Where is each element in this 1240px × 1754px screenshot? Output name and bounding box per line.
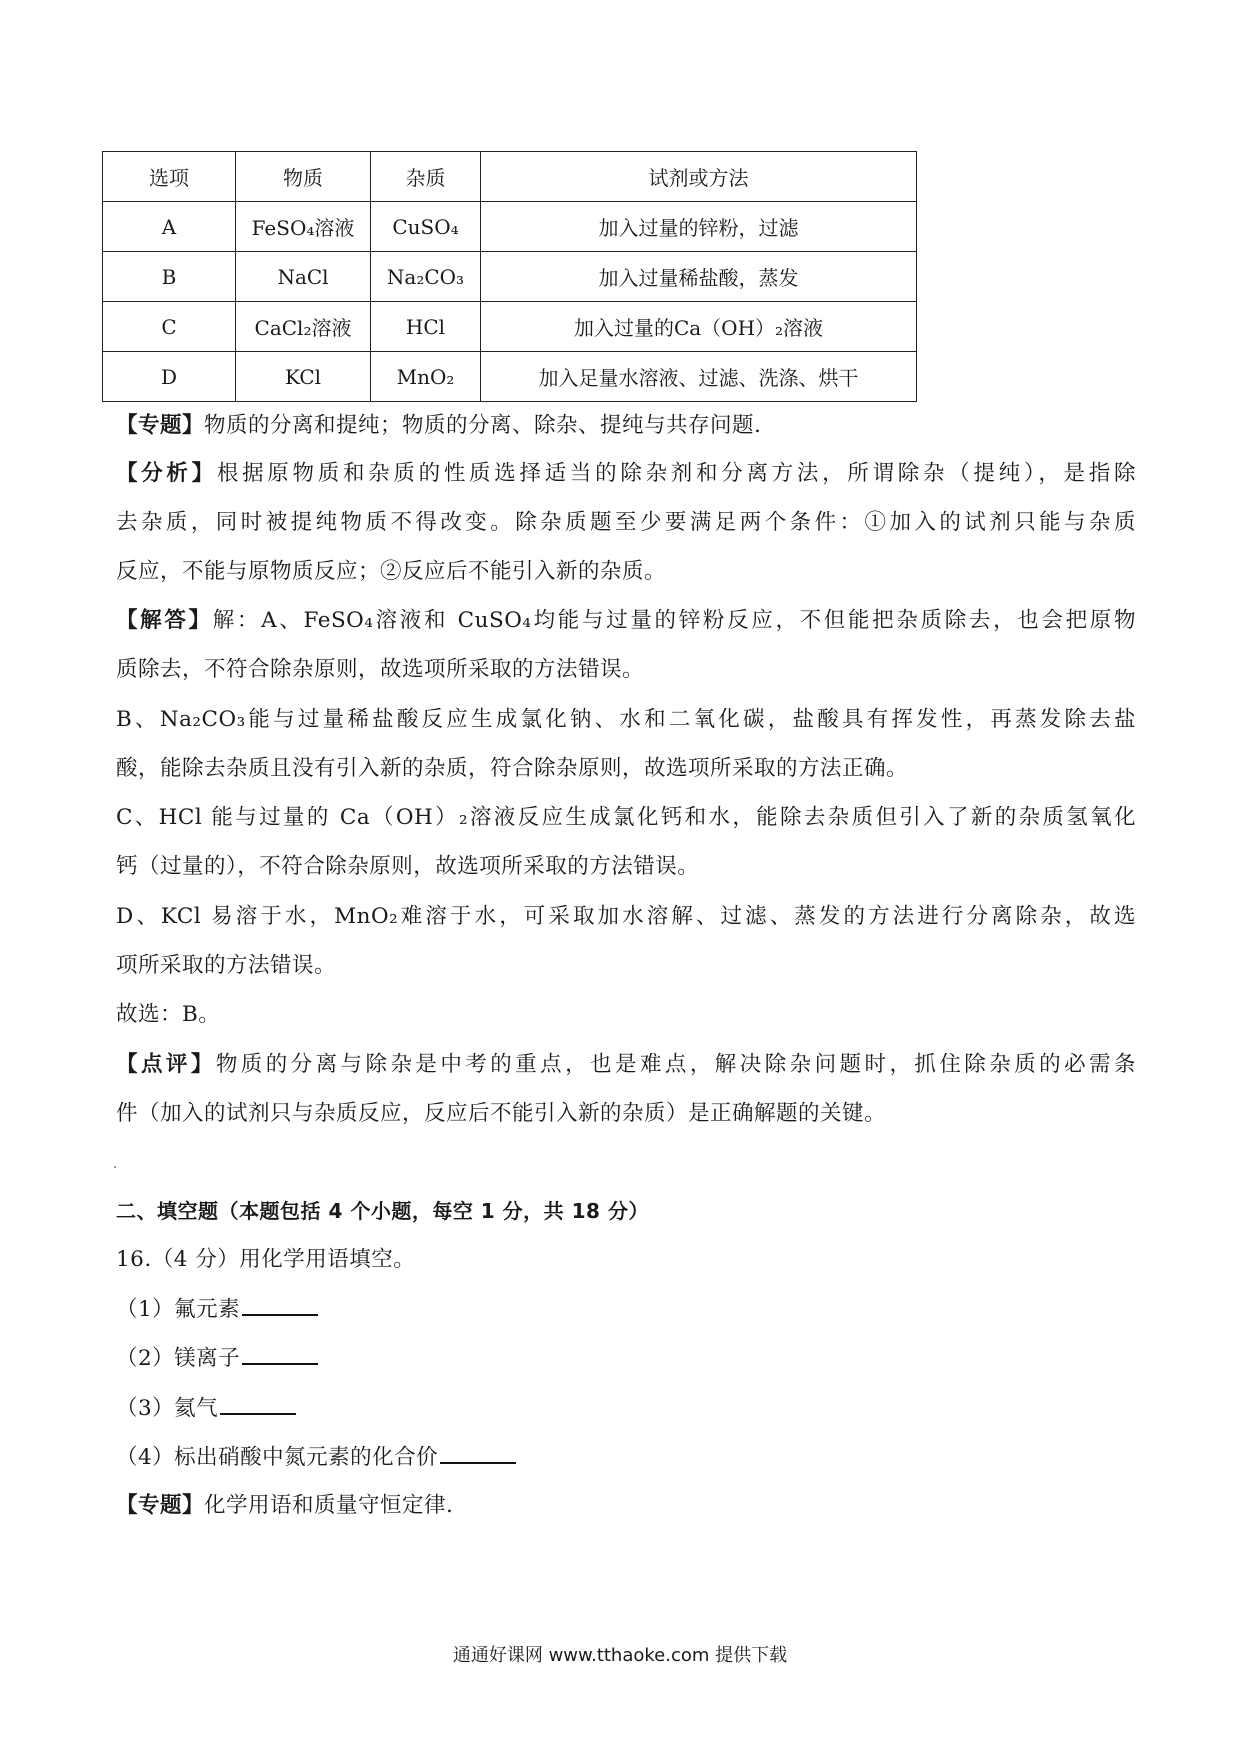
answer-line-b2: 酸，能除去杂质且没有引入新的杂质，符合除杂原则，故选项所采取的方法正确。 (116, 756, 909, 781)
cell-impurity: Na₂CO₃ (371, 252, 481, 302)
cell-impurity: MnO₂ (371, 352, 481, 402)
question-16-item-3 (116, 1393, 1136, 1424)
question-16-stem: 16.（4 分）用化学用语填空。 (116, 1247, 416, 1272)
item-label: （3）氦气 (116, 1396, 219, 1421)
answer-line-d1: D、KCl 易溶于水，MnO₂难溶于水，可采取加水溶解、过滤、蒸发的方法进行分离除杂，故选 (116, 904, 1136, 929)
analysis-text-1: 根据原物质和杂质的性质选择适当的除杂剂和分离方法，所谓除杂（提纯），是指除 (216, 461, 1136, 486)
answer-line-c1: C、HCl 能与过量的 Ca（OH）₂溶液反应生成氯化钙和水，能除去杂质但引入了新的杂质氢氧化 (116, 805, 1136, 830)
topic-line-2 (116, 1491, 1136, 1521)
analysis-label: 【分析】 (116, 461, 217, 486)
topic-label: 【专题】 (116, 1493, 205, 1518)
header-option: 选项 (103, 152, 236, 202)
item-label: （4）标出硝酸中氮元素的化合价 (116, 1445, 439, 1470)
answer-choice: 故选：B。 (116, 1002, 221, 1027)
analysis-line-2: 去杂质，同时被提纯物质不得改变。除杂质题至少要满足两个条件：①加入的试剂只能与杂质 (116, 510, 1136, 535)
cell-method: 加入足量水溶液、过滤、洗涤、烘干 (481, 352, 917, 402)
comment-line-1 (116, 1050, 1136, 1080)
analysis-line-1 (116, 459, 1136, 489)
cell-method: 加入过量稀盐酸，蒸发 (481, 252, 917, 302)
answer-text-a1: 解：A、FeSO₄溶液和 CuSO₄均能与过量的锌粉反应，不但能把杂质除去，也会把原物 (212, 608, 1136, 633)
question-16-item-4 (116, 1442, 1136, 1473)
cell-impurity: CuSO₄ (371, 202, 481, 252)
cell-substance: FeSO₄溶液 (236, 202, 371, 252)
options-table (102, 151, 917, 402)
answer-blank[interactable] (242, 1294, 318, 1316)
topic-line (116, 411, 1136, 441)
stray-dot (114, 1166, 116, 1168)
header-substance: 物质 (236, 152, 371, 202)
item-label: （2）镁离子 (116, 1346, 241, 1371)
footer-watermark: 通通好课网 www.tthaoke.com 提供下载 (452, 1645, 788, 1666)
answer-line-a1 (116, 606, 1136, 636)
cell-method: 加入过量的锌粉，过滤 (481, 202, 917, 252)
cell-option: D (103, 352, 236, 402)
cell-option: B (103, 252, 236, 302)
comment-text-1: 物质的分离与除杂是中考的重点，也是难点，解决除杂问题时，抓住除杂质的必需条 (215, 1052, 1136, 1077)
header-method: 试剂或方法 (481, 152, 917, 202)
table-row (103, 202, 917, 252)
topic-text: 物质的分离和提纯；物质的分离、除杂、提纯与共存问题. (204, 413, 762, 438)
cell-method: 加入过量的Ca（OH）₂溶液 (481, 302, 917, 352)
cell-substance: KCl (236, 352, 371, 402)
answer-line-d2: 项所采取的方法错误。 (116, 953, 337, 978)
answer-blank[interactable] (220, 1393, 296, 1415)
table-header-row (103, 152, 917, 202)
topic-text: 化学用语和质量守恒定律. (204, 1493, 454, 1518)
answer-blank[interactable] (440, 1442, 516, 1464)
comment-line-2: 件（加入的试剂只与杂质反应，反应后不能引入新的杂质）是正确解题的关键。 (116, 1101, 887, 1126)
question-16-item-1 (116, 1294, 1136, 1325)
answer-line-a2: 质除去，不符合除杂原则，故选项所采取的方法错误。 (116, 657, 645, 682)
comment-label: 【点评】 (116, 1052, 216, 1077)
cell-option: A (103, 202, 236, 252)
cell-substance: NaCl (236, 252, 371, 302)
question-16-item-2 (116, 1343, 1136, 1374)
cell-substance: CaCl₂溶液 (236, 302, 371, 352)
table-row (103, 252, 917, 302)
answer-line-c2: 钙（过量的），不符合除杂原则，故选项所采取的方法错误。 (116, 854, 700, 879)
table-row (103, 302, 917, 352)
table-row (103, 352, 917, 402)
section-title: 二、填空题（本题包括 4 个小题，每空 1 分，共 18 分） (116, 1199, 649, 1223)
cell-option: C (103, 302, 236, 352)
answer-line-b1: B、Na₂CO₃能与过量稀盐酸反应生成氯化钠、水和二氧化碳，盐酸具有挥发性，再蒸发除去盐 (116, 707, 1136, 732)
topic-label: 【专题】 (116, 413, 205, 438)
item-label: （1）氟元素 (116, 1297, 241, 1322)
answer-blank[interactable] (242, 1343, 318, 1365)
analysis-line-3: 反应，不能与原物质反应；②反应后不能引入新的杂质。 (116, 559, 667, 584)
header-impurity: 杂质 (371, 152, 481, 202)
answer-label: 【解答】 (116, 608, 213, 633)
cell-impurity: HCl (371, 302, 481, 352)
